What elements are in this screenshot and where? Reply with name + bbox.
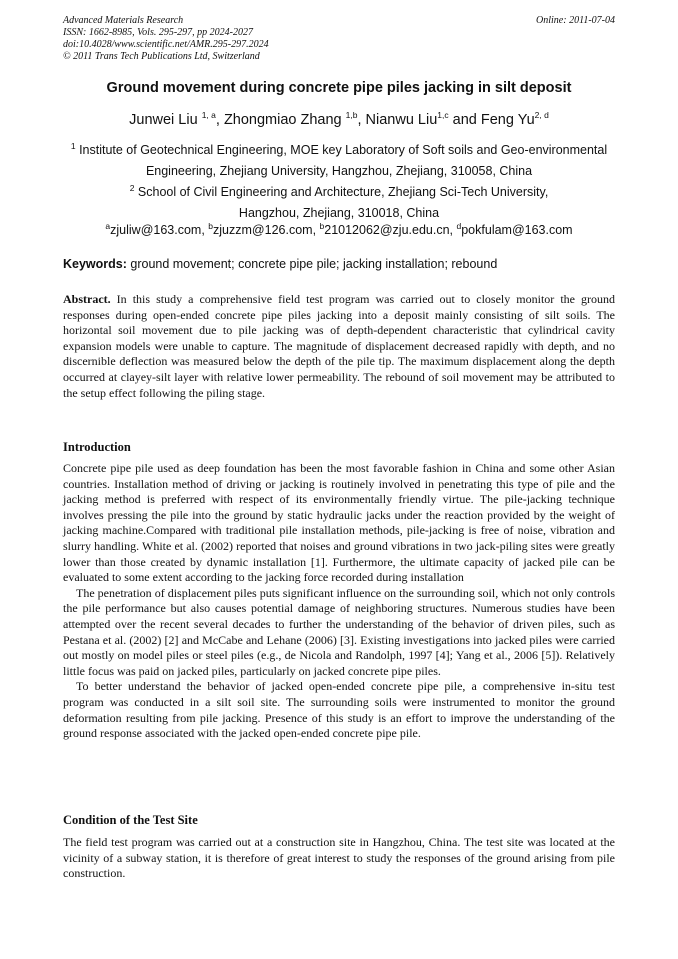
intro-paragraph-3: To better understand the behavior of jacked open-ended concrete pipe pile, a comprehensive in-situ test program was conducted in a silt soil site. The surrounding soils were instrumented to monitor the ground deformation resulting from pile jacking. Presence of this study is an effort to improve the understanding of the ground response associated with the jacked open-ended concrete pipe pile. [63,679,615,741]
copyright-line: © 2011 Trans Tech Publications Ltd, Switzerland [63,51,260,62]
abstract-label: Abstract. [63,292,111,306]
author-3: Nianwu Liu$^{1,c}$ and [365,110,481,128]
journal-header [63,15,615,63]
doi-line: doi:10.4028/www.scientific.net/AMR.295-297.2024 [63,39,269,50]
intro-paragraph-2: The penetration of displacement piles puts significant influence on the surrounding soil, which not only controls the pile performance but also causes potential damage of neighboring structures. Numerous studies have been attempted over the recent several decades to further the understanding of the behavior of driven piles, such as Pestana et al. (2002) [2] and McCabe and Lehane (2006) [3]. Existing investigations into jacked piles were carried out mostly on model piles or steel piles (e.g., de Nicola and Randolph, 1997 [4]; Yang et al., 2006 [5]). Relatively little focus was paid on jacked piles, particularly on jacked concrete pipe piles. [63,585,615,678]
keywords [63,257,615,271]
journal-name: Advanced Materials Research [63,15,184,26]
condition-paragraph-1: The field test program was carried out at a construction site in Hangzhou, China. The test site was located at the vicinity of a subway station, it is therefore of great interest to study the responses of the ground arising from pile construction. [63,835,615,881]
introduction-body [63,461,615,742]
author-emails [40,221,638,237]
email-1: $^a$zjuliw@163.com, [105,221,209,238]
email-4: $^d$pokfulam@163.com [456,221,573,238]
author-list [40,110,638,128]
keywords-text: ground movement; concrete pipe pile; jacking installation; rebound [126,257,498,271]
introduction-heading: Introduction [63,440,131,454]
condition-heading: Condition of the Test Site [63,813,198,827]
email-2: $^b$zjuzzm@126.com, [208,221,320,238]
author-1: Junwei Liu $^{1, a}$, [129,110,224,128]
abstract-text: In this study a comprehensive field test program was carried out to closely monitor the ground responses during open-ended concrete pipe piles jacking into a deposit mainly consisting of silt soils. The horizontal soil movement due to pile jacking was of depth-dependent characteristic that cylindrical cavity expansion models were unable to capture. The magnitude of displacement decreased rapidly with depth, and no discernible deflection was measured below the depth of the pile tip. The maximum displacement along the depth occurred at clayey-silt layer with relative lower permeability. The rebound of soil movement may be attributed to the setup effect following the piling stage. [63,292,615,400]
condition-body [63,835,615,882]
intro-paragraph-1: Concrete pipe pile used as deep foundation has been the most favorable fashion in China and some other Asian countries. Installation method of driving or jacking is routinely involved in penetrating this type of pile and the jacking method is preferred with respect of its environmentally friendly virtue. The pile-jacking technique involves pressing the pile into the ground by static hydraulic jacks under the reaction provided by the weight of jacking machine.Compared with traditional pile installation methods, pile-jacking is free of noise, vibration and slurry handling. White et al. (2002) reported that noises and ground vibrations in two jack-piling sites were greatly lower than those created by dynamic installation [1]. Furthermore, the ultimate capacity of jacked pile can be evaluated to some extent according to the jacking force recorded during installation [63,461,615,585]
abstract [63,292,615,401]
paper-title: Ground movement during concrete pipe piles jacking in silt deposit [106,80,572,96]
author-4: Feng Yu$^{2, d}$ [480,110,549,128]
email-3: $^b$21012062@zju.edu.cn, [319,221,457,238]
online-date: Online: 2011-07-04 [536,15,615,26]
affiliation-1: $^1$ Institute of Geotechnical Engineering, MOE key Laboratory of Soft soils and Geo-environmental Engineering, Zhejiang University, Hangzhou, Zhejiang, 310058, China [70,141,608,179]
affiliation-2: $^2$ School of Civil Engineering and Architecture, Zhejiang Sci-Tech University, Hangzhou, Zhejiang, 310018, China [129,183,549,221]
author-2: Zhongmiao Zhang $^{1,b}$, [223,110,366,128]
keywords-label: Keywords: [63,257,127,271]
issn-line: ISSN: 1662-8985, Vols. 295-297, pp 2024-2027 [63,27,253,38]
